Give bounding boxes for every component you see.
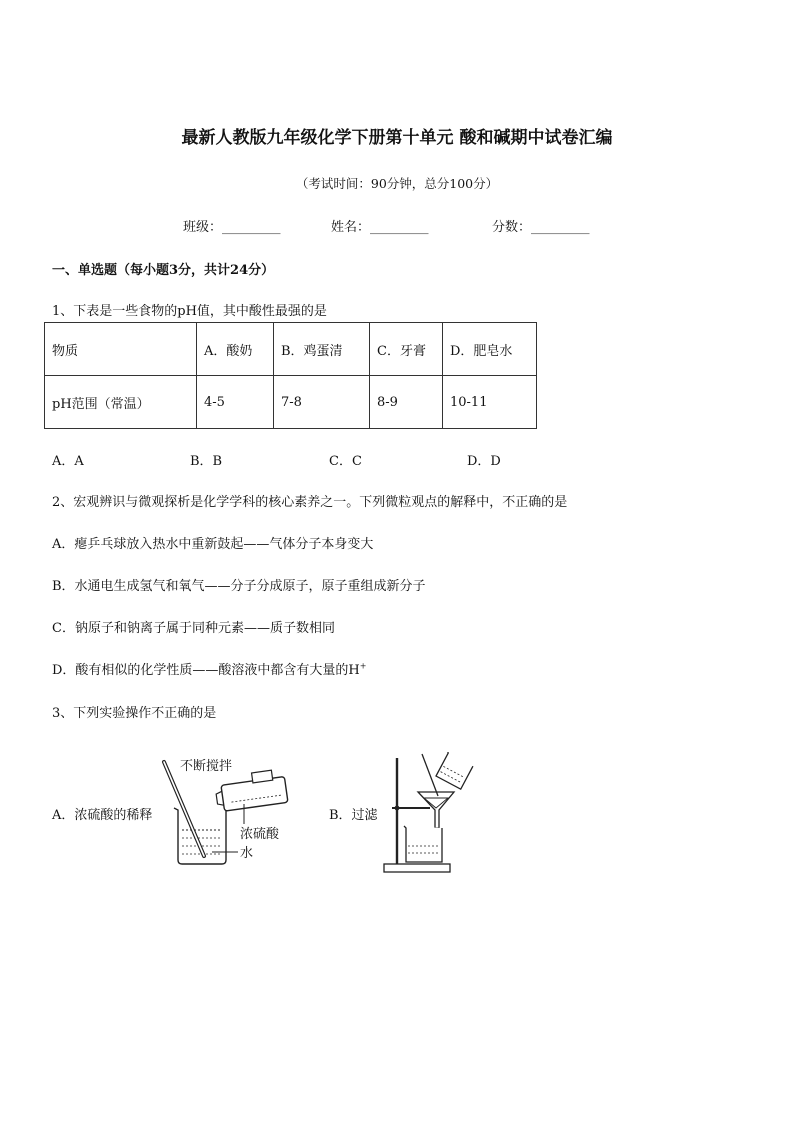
table-cell: 物质 <box>45 323 197 376</box>
funnel-icon <box>418 792 454 828</box>
name-field[interactable]: 姓名：_________ <box>331 220 429 235</box>
receiving-beaker-icon <box>404 826 442 862</box>
table-cell: 8-9 <box>370 376 443 429</box>
q1-stem: 1、下表是一些食物的pH值，其中酸性最强的是 <box>52 304 327 319</box>
exam-title: 最新人教版九年级化学下册第十单元 酸和碱期中试卷汇编 <box>181 128 613 148</box>
table-cell: B．鸡蛋清 <box>274 323 370 376</box>
stir-label: 不断搅拌 <box>180 759 233 774</box>
stand-base-icon <box>384 864 450 872</box>
table-cell: D．肥皂水 <box>443 323 537 376</box>
table-cell: pH范围（常温） <box>45 376 197 429</box>
q1-option-c[interactable]: C．C <box>329 454 362 469</box>
q1-option-b[interactable]: B．B <box>190 454 223 469</box>
table-cell: 7-8 <box>274 376 370 429</box>
table-cell: A．酸奶 <box>197 323 274 376</box>
q2-option-c[interactable]: C．钠原子和钠离子属于同种元素——质子数相同 <box>52 621 335 636</box>
q3-option-a[interactable]: A．浓硫酸的稀释 <box>52 808 153 823</box>
q3-stem: 3、下列实验操作不正确的是 <box>52 706 217 721</box>
q2-option-d[interactable] <box>52 659 366 678</box>
water-label: 水 <box>240 846 254 861</box>
q3-option-b[interactable]: B．过滤 <box>329 808 378 823</box>
table-cell: C．牙膏 <box>370 323 443 376</box>
pouring-beaker-icon <box>434 752 474 789</box>
q1-option-d[interactable]: D．D <box>467 454 501 469</box>
q1-option-a[interactable]: A．A <box>52 454 84 469</box>
section-heading: 一、单选题（每小题3分，共计24分） <box>52 263 275 278</box>
table-header-row <box>45 323 537 376</box>
table-cell: 10-11 <box>443 376 537 429</box>
glass-rod-icon <box>422 754 438 796</box>
q2-option-a[interactable]: A．瘪乒乓球放入热水中重新鼓起——气体分子本身变大 <box>52 537 374 552</box>
table-row <box>45 376 537 429</box>
class-field[interactable]: 班级：_________ <box>183 220 281 235</box>
h-plus-superscript: + <box>359 661 367 671</box>
q2-option-d-text: D．酸有相似的化学性质——酸溶液中都含有大量的H <box>52 663 360 678</box>
filtration-diagram <box>380 752 480 878</box>
reagent-bottle-icon <box>214 769 288 812</box>
q2-stem: 2、宏观辨识与微观探析是化学学科的核心素养之一。下列微粒观点的解释中，不正确的是 <box>52 495 568 510</box>
score-field[interactable]: 分数：_________ <box>492 220 590 235</box>
dilution-diagram <box>160 752 320 870</box>
beaker-icon <box>174 808 226 864</box>
acid-label: 浓硫酸 <box>240 827 280 842</box>
ph-table <box>44 322 537 429</box>
q2-option-b[interactable]: B．水通电生成氢气和氧气——分子分成原子，原子重组成新分子 <box>52 579 426 594</box>
exam-subtitle: （考试时间：90分钟，总分100分） <box>295 176 499 191</box>
table-cell: 4-5 <box>197 376 274 429</box>
